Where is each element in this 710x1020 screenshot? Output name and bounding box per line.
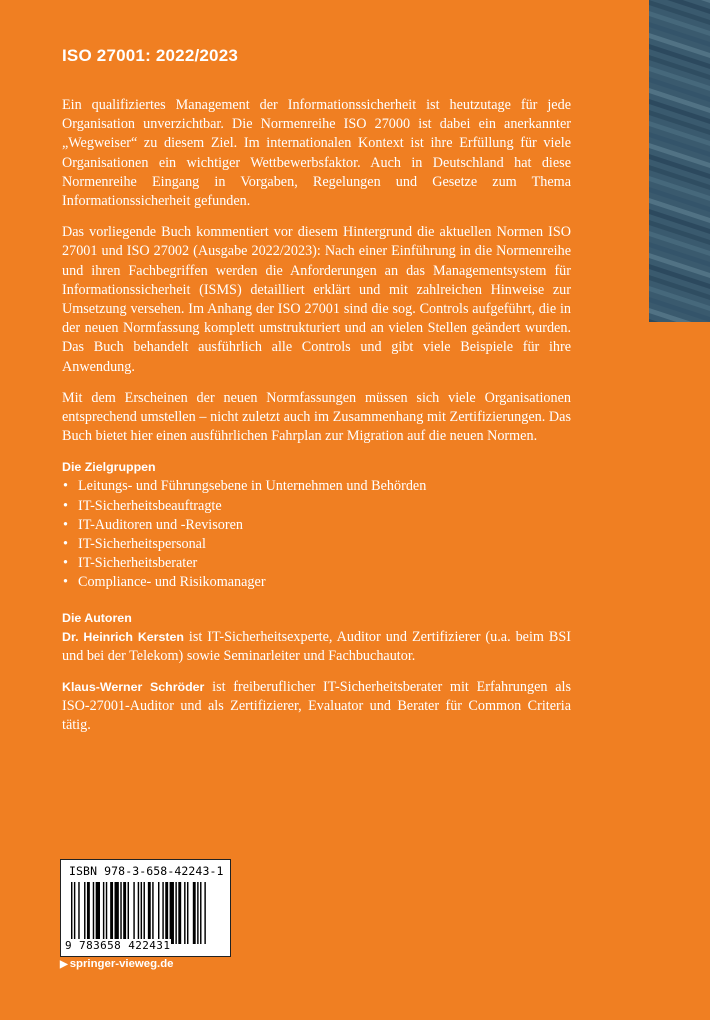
target-groups-list [62,477,571,592]
bullet-icon: • [63,497,68,514]
list-item: • Compliance- und Risikomanager [62,573,571,592]
author-name: Klaus-Werner Schröder [62,680,205,695]
authors-heading: Die Autoren [62,610,132,625]
target-groups-heading: Die Zielgruppen [62,460,156,475]
bullet-icon: • [63,516,68,533]
bullet-icon: • [63,536,68,553]
list-item: • IT-Sicherheitsbeauftragte [62,497,571,516]
back-cover-text [62,96,571,748]
isbn-barcode [60,859,231,957]
isbn-text: ISBN 978-3-658-42243-1 [69,864,224,878]
author-name: Dr. Heinrich Kersten [62,629,184,644]
author-bio-schroeder: Klaus-Werner Schröder ist freiberuflicher IT-Sicherheitsberater mit Erfahrungen als ISO-27001-Auditor und als Zertifizierer, Evaluator und Berater für Common Criteria tätig. [62,679,571,734]
paragraph-2: Das vorliegende Buch kommentiert vor diesem Hintergrund die aktuellen Normen ISO 27001 und ISO 27002 (Ausgabe 2022/2023): Nach einer Einführung in die Normenreihe und ihren Fachbegriffen werden die Anforderungen an das Managementsystem für Informationssicherheit (ISMS) detailliert erklärt und mit zahlreichen Hinweise zur Umsetzung versehen. Im Anhang der ISO 27001 sind die sog. Controls aufgeführt, die in der neuen Normfassung komplett umstrukturiert und an vielen Stellen geändert wurden. Das Buch behandelt ausführlich alle Controls und gibt viele Beispiele für ihre Anwendung. [62,224,571,375]
list-item: • Leitungs- und Führungsebene in Unternehmen und Behörden [62,477,571,496]
list-item: • IT-Sicherheitsberater [62,554,571,573]
list-item: • IT-Auditoren und -Revisoren [62,516,571,535]
bullet-icon: • [63,555,68,572]
list-item: • IT-Sicherheitspersonal [62,535,571,554]
author-bio-kersten: Dr. Heinrich Kersten ist IT-Sicherheitsexperte, Auditor und Zertifizierer (u.a. beim BSI und bei der Telekom) sowie Seminarleiter und Fachbuchautor. [62,628,571,664]
barcode-digits: 9 783658 422431 [65,939,171,952]
bullet-icon: • [63,574,68,591]
bullet-icon: • [63,478,68,495]
paragraph-1: Ein qualifiziertes Management der Informationssicherheit ist heutzutage für jede Organisation unverzichtbar. Die Normenreihe ISO 27000 ist dabei ein anerkannter „Wegweiser“ zu diesem Ziel. Im internationalen Kontext ist ihre Erfüllung für viele Organisationen ein wichtiger Wettbewerbsfaktor. Auch in Deutschland hat diese Normenreihe Eingang in Vorgaben, Regelungen und Gesetze zum Thema Informationssicherheit gefunden. [62,97,571,210]
book-title: ISO 27001: 2022/2023 [62,46,239,65]
barcode-icon [71,882,220,944]
paragraph-3: Mit dem Erscheinen der neuen Normfassungen müssen sich viele Organisationen entsprechend umstellen – nicht zuletzt auch im Zusammenhang mit Zertifizierungen. Das Buch bietet hier einen ausführlichen Fahrplan zur Migration auf die neuen Normen. [62,389,571,445]
corner-pattern-graphic [649,0,710,322]
arrow-icon: ▶ [60,959,68,970]
publisher-link[interactable]: ▶ springer-vieweg.de [60,958,174,970]
